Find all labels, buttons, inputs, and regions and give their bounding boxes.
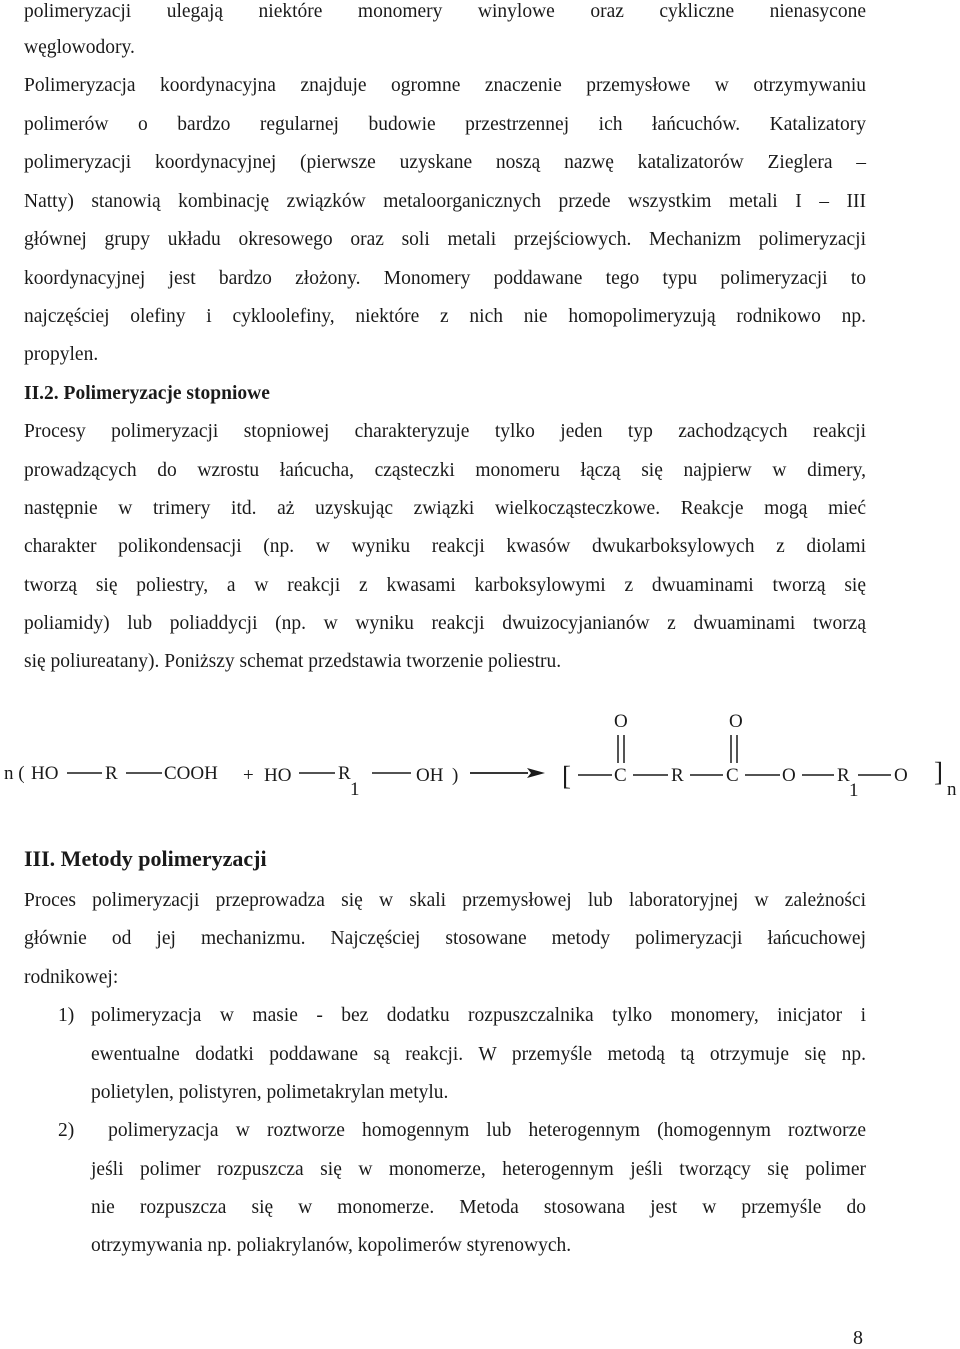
formula-cooh: COOH (164, 763, 218, 784)
paragraph-line: charakter polikondensacji (np. w wyniku reakcji kwasów dwukarboksylowych z diolami (24, 536, 866, 557)
subscript-1: 1 (849, 780, 859, 801)
paragraph-line: Proces polimeryzacji przeprowadza się w skali przemysłowej lub laboratoryjnej w zależności (24, 890, 866, 911)
paragraph-line: poliamidy) lub poliaddycji (np. w wyniku reakcji dwuizocyjanianów z dwuaminami tworzą (24, 613, 866, 634)
close-paren: ) (452, 765, 459, 786)
list-item-number: 1) (58, 1005, 75, 1026)
subscript-1: 1 (350, 779, 360, 800)
list-item-line: otrzymywania np. poliakrylanów, kopolimerów styrenowych. (91, 1235, 572, 1256)
formula-r: R (105, 763, 118, 784)
paragraph-line: Natty) stanowią kombinację związków metaloorganicznych przede wszystkim metali I – III (24, 191, 866, 212)
paragraph-line: rodnikowej: (24, 967, 119, 988)
formula-oh: OH (416, 765, 444, 786)
atom-c: C (614, 765, 627, 786)
paragraph-line: głównej grupy układu okresowego oraz soli metali przejściowych. Mechanizm polimeryzacji (24, 229, 866, 250)
paragraph-line: polimeryzacji ulegają niektóre monomery winylowe oraz cykliczne nienasycone (24, 1, 866, 22)
paragraph-line: prowadzących do wzrostu łańcucha, cząsteczki monomeru łączą się najpierw w dimery, (24, 460, 866, 481)
paragraph-line: propylen. (24, 344, 99, 365)
paragraph-line: głównie od jej mechanizmu. Najczęściej stosowane metody polimeryzacji łańcuchowej (24, 928, 866, 949)
atom-c: C (726, 765, 739, 786)
list-item-line: ewentualne dodatki poddawane są reakcji. W przemyśle metodą tą otrzymuje się np. (91, 1044, 866, 1065)
paragraph-line: polimerów o bardzo regularnej budowie przestrzennej ich łańcuchów. Katalizatory (24, 114, 866, 135)
paragraph-line: tworzą się poliestry, a w reakcji z kwasami karboksylowymi z dwuaminami tworzą się (24, 575, 866, 596)
section-heading: III. Metody polimeryzacji (24, 846, 267, 871)
page-number: 8 (853, 1327, 863, 1349)
list-item-number: 2) (58, 1120, 75, 1141)
paragraph-line: następnie w trimery itd. aż uzyskując związki wielkocząsteczkowe. Reakcje mogą mieć (24, 498, 866, 519)
list-item-line: jeśli polimer rozpuszcza się w monomerze, heterogennym jeśli tworzący się polimer (91, 1159, 866, 1180)
atom-o: O (782, 765, 796, 786)
coefficient-n-open: n ( (4, 763, 25, 784)
list-item-line: polimeryzacja w masie - bez dodatku rozpuszczalnika tylko monomery, inicjator i (91, 1005, 866, 1026)
list-item-line: polimeryzacja w roztworze homogennym lub heterogennym (homogennym roztworze (91, 1120, 866, 1141)
formula-ho: HO (31, 763, 59, 784)
subscript-n: n (947, 779, 957, 800)
formula-r1: R (338, 763, 351, 784)
list-item-line: nie rozpuszcza się w monomerze. Metoda stosowana jest w przemyśle do (91, 1197, 866, 1218)
paragraph-line: Procesy polimeryzacji stopniowej charakteryzuje tylko jeden typ zachodzących reakcji (24, 421, 866, 442)
paragraph-line: najczęściej olefiny i cykloolefiny, niektóre z nich nie homopolimeryzują rodnikowo np. (24, 306, 866, 327)
bracket-close: ] (934, 757, 943, 787)
atom-o: O (894, 765, 908, 786)
atom-o-carbonyl: O (729, 711, 743, 732)
polyester-reaction-scheme (0, 695, 960, 810)
bracket-open: [ (562, 761, 571, 791)
atom-r1: R (837, 765, 850, 786)
list-item-line: polietylen, polistyren, polimetakrylan metylu. (91, 1082, 449, 1103)
paragraph-line: węglowodory. (24, 37, 135, 58)
plus-sign: + (243, 765, 254, 786)
atom-r: R (671, 765, 684, 786)
paragraph-line: polimeryzacji koordynacyjnej (pierwsze uzyskane noszą nazwę katalizatorów Zieglera – (24, 152, 866, 173)
atom-o-carbonyl: O (614, 711, 628, 732)
formula-ho: HO (264, 765, 292, 786)
paragraph-line: koordynacyjnej jest bardzo złożony. Monomery poddawane tego typu polimeryzacji to (24, 268, 866, 289)
paragraph-line: się poliureatany). Poniższy schemat przedstawia tworzenie poliestru. (24, 651, 562, 672)
section-heading: II.2. Polimeryzacje stopniowe (24, 383, 270, 404)
paragraph-line: Polimeryzacja koordynacyjna znajduje ogromne znaczenie przemysłowe w otrzymywaniu (24, 75, 866, 96)
reaction-arrow-head (527, 768, 545, 778)
